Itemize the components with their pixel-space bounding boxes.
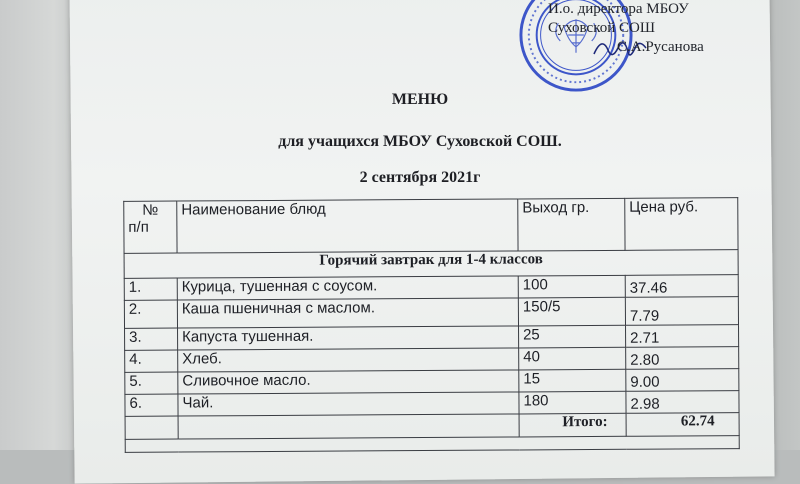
row-number: 1. <box>124 278 177 300</box>
section-title: Горячий завтрак для 1-4 классов <box>124 250 738 279</box>
approval-block <box>548 0 704 57</box>
table-row <box>124 297 738 329</box>
row-price: 2.71 <box>626 325 739 348</box>
approval-line-3: С.А.Русанова <box>617 39 704 55</box>
row-number: 2. <box>124 300 177 328</box>
row-price: 37.46 <box>625 275 738 298</box>
row-dish-name: Хлеб. <box>178 348 519 372</box>
section-row <box>124 250 738 279</box>
row-price: 9.00 <box>626 369 739 392</box>
row-output: 100 <box>518 275 625 298</box>
total-empty-cell <box>125 416 178 439</box>
total-label: Итого: <box>519 413 626 437</box>
row-output: 180 <box>519 391 626 414</box>
header-output: Выход гр. <box>518 198 625 251</box>
row-output: 150/5 <box>518 297 625 326</box>
row-output: 15 <box>519 369 626 392</box>
total-empty-cell <box>178 414 519 439</box>
approval-line-1: И.о. директора МБОУ <box>548 1 689 17</box>
header-number: № п/п <box>124 201 177 253</box>
document-title: МЕНЮ <box>391 91 449 108</box>
table-row <box>125 325 739 351</box>
table-row <box>124 275 738 301</box>
table-row <box>125 369 739 395</box>
document-date: 2 сентября 2021г <box>359 169 481 186</box>
row-dish-name: Капуста тушенная. <box>178 326 519 350</box>
table-row <box>125 347 739 373</box>
row-dish-name: Курица, тушенная с соусом. <box>177 276 518 300</box>
approval-line-2: Суховской СОШ <box>548 20 655 36</box>
table-row <box>125 391 739 417</box>
row-number: 4. <box>125 350 178 372</box>
row-price: 2.80 <box>626 347 739 370</box>
total-value: 62.74 <box>626 413 739 437</box>
table-header-row <box>124 198 738 254</box>
row-output: 40 <box>519 347 626 370</box>
document-subtitle: для учащихся МБОУ Суховской СОШ. <box>278 133 562 150</box>
row-number: 5. <box>125 372 178 394</box>
header-dish-name: Наименование блюд <box>177 199 518 253</box>
menu-table <box>123 197 740 453</box>
row-dish-name: Сливочное масло. <box>178 370 519 394</box>
row-number: 3. <box>125 328 178 350</box>
row-price: 7.79 <box>625 297 738 326</box>
row-number: 6. <box>125 394 178 416</box>
row-dish-name: Чай. <box>178 392 519 416</box>
row-output: 25 <box>519 325 626 348</box>
row-dish-name: Каша пшеничная с маслом. <box>177 298 518 328</box>
header-price: Цена руб. <box>625 198 738 251</box>
row-price: 2.98 <box>626 391 739 414</box>
